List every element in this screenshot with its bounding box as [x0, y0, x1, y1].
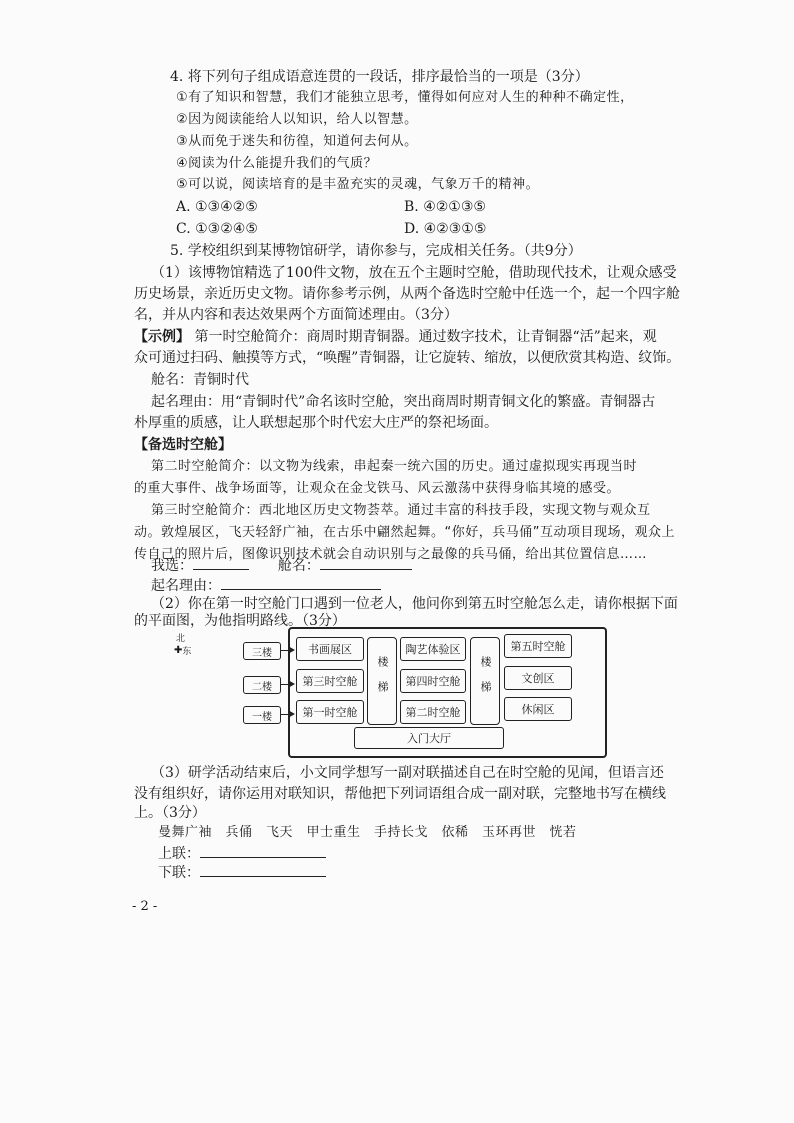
q5-part3-line2: 没有组织好，请你运用对联知识，帮他把下列词语组合成一副对联，完整地书写在横线: [134, 786, 666, 802]
compass-east: 东: [182, 647, 192, 657]
room-calligraphy: 书画展区: [296, 637, 364, 661]
example-tag: 【示例】: [134, 329, 190, 345]
compass-north: 北: [176, 634, 186, 644]
floor-1-label: 一楼: [243, 706, 281, 724]
q5-part2-line2: 的平面图，为他指明路线。（3分）: [134, 613, 346, 629]
room-ceramics: 陶艺体验区: [400, 637, 466, 661]
q5-part1-line2: 历史场景，亲近历史文物。请你参考示例，从两个备选时空舱中任选一个，起一个四字舱: [134, 286, 680, 302]
lower-couplet-label: 下联：: [158, 865, 200, 881]
floor-plan: [288, 627, 607, 758]
q4-sentence-5: ⑤可以说，阅读培育的是丰盈充实的灵魂，气象万千的精神。: [176, 177, 540, 192]
cabin-name-blank[interactable]: [320, 555, 412, 570]
q5-stem: 5. 学校组织到某博物馆研学，请你参与，完成相关任务。（共9分）: [170, 243, 582, 259]
q4-stem: 4. 将下列句子组成语意连贯的一段话，排序最恰当的一项是（3分）: [170, 69, 589, 85]
reason-row: [151, 575, 381, 596]
reason-blank[interactable]: [221, 575, 381, 590]
cabin2-intro-line1: 第二时空舱简介：以文物为线索，串起秦一统六国的历史。通过虚拟现实再现当时: [151, 459, 638, 474]
example-reason-line2: 朴厚重的质感，让人联想起那个时代宏大庄严的祭祀场面。: [134, 415, 498, 431]
lower-couplet-blank[interactable]: [200, 862, 326, 877]
q4-option-d: D. ④②③①⑤: [404, 221, 487, 237]
compass: [174, 631, 191, 657]
room-cabin-4: 第四时空舱: [400, 669, 466, 693]
example-intro: 第一时空舱简介：商周时期青铜器。通过数字技术，让青铜器“活”起来，观: [194, 329, 657, 345]
q4-sentence-2: ②因为阅读能给人以知识，给人以智慧。: [176, 112, 418, 127]
stairs-left: 楼梯: [367, 637, 397, 725]
q5-part2-line1: （2）你在第一时空舱门口遇到一位老人，他问你到第五时空舱怎么走，请你根据下面: [151, 596, 678, 612]
q4-sentence-3: ③从而免于迷失和彷徨，知道何去何从。: [176, 134, 418, 149]
room-rest-area: 休闲区: [504, 697, 572, 721]
upper-couplet-blank[interactable]: [200, 843, 326, 858]
stairs-right: 楼梯: [470, 637, 500, 725]
cabin3-intro-line1: 第三时空舱简介：西北地区历史文物荟萃。通过丰富的科技手段，实现文物与观众互: [151, 503, 651, 518]
my-choice-label: 我选：: [151, 558, 193, 574]
room-cabin-3: 第三时空舱: [296, 669, 364, 693]
floor-2-label: 二楼: [243, 676, 281, 694]
upper-couplet-row: [158, 843, 326, 864]
cabin-name-label: 舱名：: [277, 558, 320, 574]
example-reason-line1: 起名理由：用“青铜时代”命名该时空舱，突出商周时期青铜文化的繁盛。青铜器古: [151, 394, 656, 410]
upper-couplet-label: 上联：: [158, 846, 200, 862]
cabin3-intro-line2: 动。敦煌展区，飞天轻舒广袖，在古乐中翩然起舞。“你好，兵马俑”互动项目现场，观众上: [134, 525, 675, 540]
q5-part1-line3: 名，并从内容和表达效果两个方面简述理由。（3分）: [134, 307, 458, 323]
cabin2-intro-line2: 的重大事件、战争场面等，让观众在金戈铁马、风云激荡中获得身临其境的感受。: [134, 481, 621, 496]
room-cabin-5: 第五时空舱: [504, 634, 572, 658]
q4-sentence-1: ①有了知识和智慧，我们才能独立思考，懂得如何应对人生的种种不确定性，: [176, 90, 634, 105]
q5-part1-line1: （1）该博物馆精选了100件文物，放在五个主题时空舱，借助现代技术，让观众感受: [151, 265, 677, 281]
example-cabin-name: 舱名：青铜时代: [151, 372, 249, 388]
my-choice-blank[interactable]: [193, 555, 249, 570]
my-choice-row: [151, 555, 412, 576]
q4-option-a: A. ①③④②⑤: [176, 199, 258, 215]
example-line1: [134, 327, 657, 347]
room-cabin-1: 第一时空舱: [296, 700, 364, 724]
q4-option-b: B. ④②①③⑤: [404, 199, 486, 215]
floor-3-label: 三楼: [243, 642, 281, 660]
example-line2: 众可通过扫码、触摸等方式，“唤醒”青铜器，让它旋转、缩放，以便欣赏其构造、纹饰。: [134, 350, 681, 366]
couplet-words: 曼舞广袖 兵俑 飞天 甲士重生 手持长戈 依稀 玉环再世 恍若: [158, 825, 577, 840]
room-creative: 文创区: [504, 666, 572, 690]
q4-option-c: C. ①③②④⑤: [176, 221, 258, 237]
alternatives-tag: 【备选时空舱】: [134, 437, 232, 453]
q5-part3-line3: 上。（3分）: [134, 805, 206, 821]
q4-sentence-4: ④阅读为什么能提升我们的气质？: [176, 156, 378, 171]
compass-arrow-icon: ✚: [174, 645, 183, 656]
room-cabin-2: 第二时空舱: [400, 700, 466, 724]
entrance-hall: 入门大厅: [354, 727, 504, 749]
lower-couplet-row: [158, 862, 326, 883]
q5-part3-line1: （3）研学活动结束后，小文同学想写一副对联描述自己在时空舱的见闻，但语言还: [151, 765, 664, 781]
cabin3-intro-line3: 传自己的照片后，图像识别技术就会自动识别与之最像的兵马俑，给出其位置信息……: [134, 547, 648, 562]
reason-label: 起名理由：: [151, 578, 221, 594]
page-number: - 2 -: [132, 899, 158, 914]
